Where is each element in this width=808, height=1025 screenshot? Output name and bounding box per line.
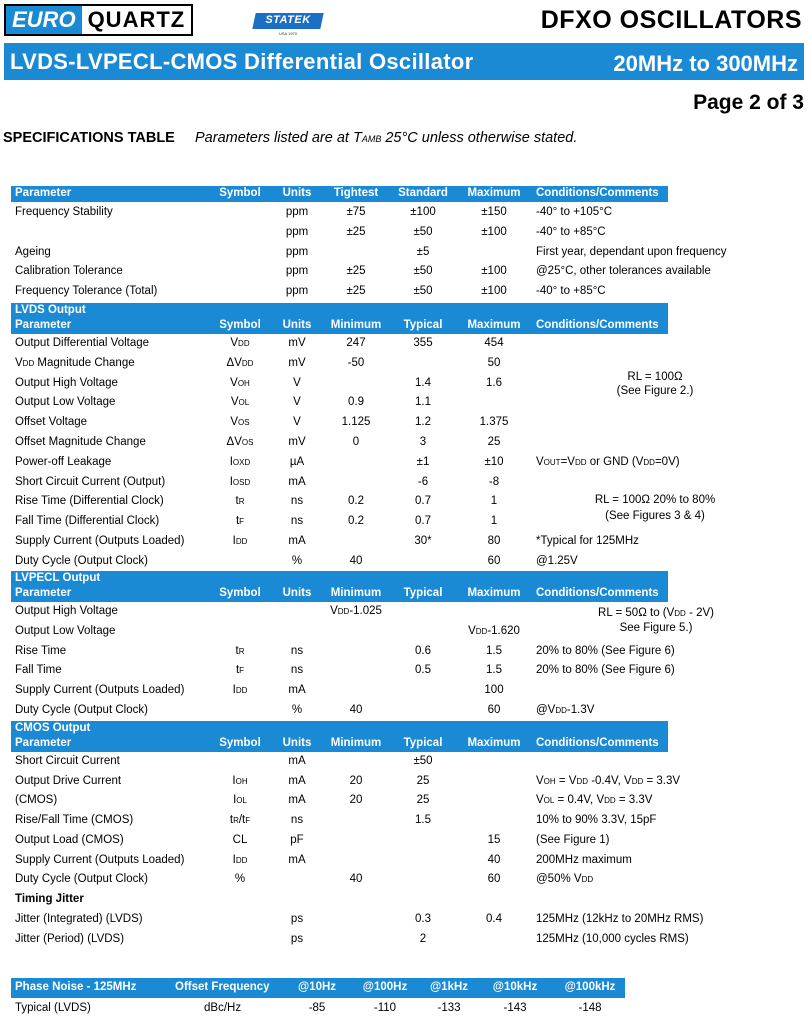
- table-cell: V: [293, 376, 301, 389]
- table-cell: Frequency Tolerance (Total): [15, 285, 158, 298]
- table-cell: %: [234, 873, 246, 886]
- table-cell: 0.5: [415, 664, 431, 677]
- table-cell: 25: [416, 774, 430, 787]
- column-header: Parameter: [15, 587, 72, 599]
- table-cell: mA: [288, 475, 306, 488]
- table-cell: 40: [349, 554, 363, 567]
- statek-logo: [254, 9, 322, 37]
- table-cell: 20% to 80% (See Figure 6): [536, 664, 675, 677]
- table-cell: 1.5: [486, 644, 502, 657]
- table-cell: VDD-1.620: [468, 624, 520, 637]
- table-cell: ±5: [416, 245, 430, 258]
- table-cell: 1.4: [415, 376, 431, 389]
- table-cell: µA: [289, 455, 305, 468]
- table-cell: Rise Time (Differential Clock): [15, 495, 164, 508]
- table-cell: -110: [373, 1002, 397, 1014]
- column-header: Parameter: [15, 737, 72, 749]
- table-cell: IOH: [232, 774, 248, 787]
- column-header: @100Hz: [362, 981, 408, 993]
- table-cell: 20: [349, 794, 363, 807]
- table-cell: Supply Current (Outputs Loaded): [15, 535, 185, 547]
- table-cell: 20: [349, 774, 363, 787]
- table-cell: 0.4: [486, 913, 502, 925]
- table-cell: VOL: [230, 396, 250, 409]
- column-header: Conditions/Comments: [536, 737, 659, 749]
- table-cell: Supply Current (Outputs Loaded): [15, 853, 185, 866]
- table-cell: V: [293, 416, 301, 429]
- table-cell: 0.3: [415, 913, 431, 925]
- table-cell: 60: [487, 704, 501, 716]
- table-cell: IDD: [232, 535, 248, 547]
- table-cell: mA: [288, 853, 306, 866]
- spec-note: Parameters listed are at TAMB 25°C unless otherwise stated.: [195, 130, 578, 146]
- statek-text: STATEK: [265, 14, 311, 26]
- column-header: Units: [282, 319, 312, 331]
- column-header: Maximum: [467, 737, 521, 749]
- table-cell: tR: [235, 495, 245, 508]
- table-cell: 40: [349, 704, 363, 716]
- column-header: Parameter: [15, 319, 72, 331]
- table-cell: 3: [419, 436, 427, 448]
- lvds-note: (See Figures 3 & 4): [605, 510, 705, 522]
- table-cell: VOH = VDD -0.4V, VDD = 3.3V: [536, 774, 681, 787]
- table-cell: 1.5: [415, 814, 431, 827]
- title-banner: [4, 43, 804, 80]
- table-cell: 0.9: [348, 396, 364, 409]
- table-cell: 0.6: [415, 644, 431, 657]
- doc-type: DFXO OSCILLATORS: [540, 6, 802, 34]
- table-cell: 40: [487, 853, 501, 866]
- table-cell: -50: [347, 356, 365, 369]
- table-cell: ΔVDD: [226, 356, 254, 369]
- column-header: Standard: [398, 187, 448, 199]
- table-cell: Fall Time (Differential Clock): [15, 515, 160, 528]
- table-cell: Typical (LVDS): [15, 1002, 91, 1014]
- euroquartz-logo: [4, 4, 193, 36]
- table-cell: Power-off Leakage: [15, 455, 112, 468]
- table-cell: ppm: [285, 285, 309, 298]
- table-cell: ±50: [413, 225, 433, 238]
- table-cell: First year, dependant upon frequency: [536, 245, 727, 258]
- column-header: Units: [282, 587, 312, 599]
- table-cell: VOS: [230, 416, 250, 429]
- column-header: Conditions/Comments: [536, 187, 659, 199]
- table-cell: CL: [232, 833, 248, 846]
- table-cell: -8: [488, 475, 500, 488]
- column-header: Typical: [403, 587, 443, 599]
- table-cell: Short Circuit Current (Output): [15, 475, 166, 488]
- table-cell: Supply Current (Outputs Loaded): [15, 684, 185, 697]
- table-cell: Duty Cycle (Output Clock): [15, 873, 148, 886]
- table-cell: Frequency Stability: [15, 206, 113, 218]
- table-cell: 200MHz maximum: [536, 853, 632, 866]
- table-cell: ns: [290, 644, 304, 657]
- table-cell: tF: [235, 664, 245, 677]
- section-title: LVDS Output: [15, 304, 86, 316]
- table-cell: 15: [487, 833, 501, 846]
- table-cell: 0.2: [348, 495, 364, 508]
- column-header: @1kHz: [429, 981, 469, 993]
- table-cell: mA: [288, 755, 306, 767]
- page-number: Page 2 of 3: [693, 91, 804, 114]
- table-cell: 0.7: [415, 495, 431, 508]
- table-cell: Output Low Voltage: [15, 396, 116, 409]
- table-cell: IOL: [233, 794, 247, 807]
- table-cell: 20% to 80% (See Figure 6): [536, 644, 675, 657]
- column-header: Conditions/Comments: [536, 319, 659, 331]
- table-cell: (See Figure 1): [536, 833, 610, 846]
- table-cell: 30*: [414, 535, 432, 547]
- table-cell: 60: [487, 554, 501, 567]
- table-cell: 0: [352, 436, 360, 448]
- table-cell: -40° to +105°C: [536, 206, 613, 218]
- table-cell: ±25: [346, 265, 366, 278]
- table-cell: IDD: [232, 684, 248, 697]
- table-cell: -40° to +85°C: [536, 285, 606, 298]
- column-header: Offset Frequency: [175, 981, 270, 993]
- table-cell: 50: [487, 356, 501, 369]
- table-cell: ±150: [481, 206, 507, 218]
- table-cell: ΔVOS: [226, 436, 254, 448]
- table-cell: *Typical for 125MHz: [536, 535, 639, 547]
- table-cell: mV: [288, 436, 306, 448]
- table-cell: @VDD-1.3V: [536, 704, 595, 716]
- table-cell: 125MHz (12kHz to 20MHz RMS): [536, 913, 704, 925]
- table-cell: mA: [288, 684, 306, 697]
- table-cell: Calibration Tolerance: [15, 265, 123, 278]
- table-cell: 355: [413, 337, 433, 349]
- table-cell: -148: [578, 1002, 602, 1014]
- table-cell: mV: [288, 337, 306, 349]
- table-cell: VDD-1.025: [330, 605, 382, 617]
- column-header: @100kHz: [564, 981, 616, 993]
- table-cell: Jitter (Period) (LVDS): [15, 933, 125, 945]
- table-cell: 2: [419, 933, 427, 945]
- table-cell: @25°C, other tolerances available: [536, 265, 711, 278]
- section-title: CMOS Output: [15, 722, 91, 734]
- table-cell: ±25: [346, 225, 366, 238]
- table-cell: Output High Voltage: [15, 605, 118, 617]
- table-cell: ±50: [413, 265, 433, 278]
- table-cell: ±25: [346, 285, 366, 298]
- section-title: LVPECL Output: [15, 572, 101, 584]
- table-cell: Output Differential Voltage: [15, 337, 150, 349]
- column-header: Minimum: [330, 737, 382, 749]
- table-cell: IOXD: [229, 455, 251, 468]
- table-cell: 1.375: [479, 416, 509, 429]
- table-cell: Ageing: [15, 245, 51, 258]
- table-cell: 1.6: [486, 376, 502, 389]
- table-cell: tF: [235, 515, 245, 528]
- table-cell: 1.5: [486, 664, 502, 677]
- table-cell: 10% to 90% 3.3V, 15pF: [536, 814, 657, 827]
- table-cell: VDD: [230, 337, 250, 349]
- table-cell: VOH: [230, 376, 250, 389]
- column-header: Units: [282, 187, 312, 199]
- table-cell: ppm: [285, 206, 309, 218]
- table-cell: ppm: [285, 225, 309, 238]
- table-cell: Duty Cycle (Output Clock): [15, 704, 148, 716]
- table-cell: Offset Voltage: [15, 416, 88, 429]
- table-cell: pF: [290, 833, 304, 846]
- product-title: LVDS-LVPECL-CMOS Differential Oscillator: [10, 49, 474, 74]
- table-cell: ps: [290, 913, 304, 925]
- table-cell: 1: [490, 515, 498, 528]
- lvds-note: RL = 100Ω: [627, 371, 683, 383]
- column-header: Conditions/Comments: [536, 587, 659, 599]
- table-cell: ±100: [410, 206, 436, 218]
- table-cell: @50% VDD: [536, 873, 594, 886]
- table-cell: ±50: [413, 755, 433, 767]
- column-header: Symbol: [219, 587, 261, 599]
- table-cell: Rise Time: [15, 644, 67, 657]
- column-header: Maximum: [467, 587, 521, 599]
- column-header: Parameter: [15, 187, 72, 199]
- table-cell: ±100: [481, 265, 507, 278]
- table-cell: ppm: [285, 265, 309, 278]
- table-cell: ns: [290, 814, 304, 827]
- logo-quartz: QUARTZ: [82, 6, 192, 34]
- lvds-note: (See Figure 2.): [616, 385, 694, 397]
- column-header: Typical: [403, 737, 443, 749]
- table-cell: 40: [349, 873, 363, 886]
- table-cell: Output High Voltage: [15, 376, 118, 389]
- table-cell: Fall Time: [15, 664, 62, 677]
- table-cell: Short Circuit Current: [15, 755, 120, 767]
- table-cell: 60: [487, 873, 501, 886]
- table-cell: IDD: [232, 853, 248, 866]
- table-cell: VOUT=VDD or GND (VDD=0V): [536, 455, 680, 468]
- table-cell: Jitter (Integrated) (LVDS): [15, 913, 143, 925]
- column-header: @10Hz: [297, 981, 337, 993]
- table-cell: VDD Magnitude Change: [15, 356, 135, 369]
- logo-euro: EURO: [6, 6, 82, 34]
- jitter-title: Timing Jitter: [15, 893, 84, 905]
- column-header: Maximum: [467, 187, 521, 199]
- table-cell: -85: [308, 1002, 326, 1014]
- table-cell: mA: [288, 535, 306, 547]
- table-cell: -143: [503, 1002, 527, 1014]
- table-cell: tR: [235, 644, 245, 657]
- table-cell: @1.25V: [536, 554, 578, 567]
- table-cell: 454: [484, 337, 504, 349]
- table-cell: tR/tF: [229, 814, 251, 827]
- table-cell: 100: [484, 684, 504, 697]
- column-header: Minimum: [330, 587, 382, 599]
- table-cell: ns: [290, 495, 304, 508]
- table-cell: mA: [288, 794, 306, 807]
- table-cell: ppm: [285, 245, 309, 258]
- lvds-note: RL = 100Ω 20% to 80%: [594, 494, 716, 506]
- table-cell: Offset Magnitude Change: [15, 436, 146, 448]
- column-header: Units: [282, 737, 312, 749]
- statek-sub: USA 1970: [278, 31, 297, 36]
- column-header: Symbol: [219, 737, 261, 749]
- table-cell: Duty Cycle (Output Clock): [15, 554, 148, 567]
- lvpecl-note: See Figure 5.): [619, 622, 693, 634]
- table-cell: ±50: [413, 285, 433, 298]
- table-cell: mA: [288, 774, 306, 787]
- table-cell: Output Low Voltage: [15, 624, 116, 637]
- table-cell: ±100: [481, 285, 507, 298]
- table-cell: -133: [437, 1002, 461, 1014]
- spec-title: SPECIFICATIONS TABLE: [3, 130, 175, 146]
- table-cell: -6: [417, 475, 429, 488]
- table-cell: V: [293, 396, 301, 409]
- table-cell: ±75: [346, 206, 366, 218]
- column-header: Typical: [403, 319, 443, 331]
- table-cell: 0.2: [348, 515, 364, 528]
- table-cell: 125MHz (10,000 cycles RMS): [536, 933, 689, 945]
- column-header: Phase Noise - 125MHz: [15, 981, 137, 993]
- lvpecl-note: RL = 50Ω to (VDD - 2V): [598, 607, 714, 619]
- table-cell: ns: [290, 515, 304, 528]
- table-cell: Rise/Fall Time (CMOS): [15, 814, 134, 827]
- table-cell: VOL = 0.4V, VDD = 3.3V: [536, 794, 653, 807]
- table-cell: 1: [490, 495, 498, 508]
- table-cell: 25: [416, 794, 430, 807]
- table-cell: -40° to +85°C: [536, 225, 606, 238]
- table-cell: IOSD: [229, 475, 251, 488]
- table-cell: Output Load (CMOS): [15, 833, 124, 846]
- table-cell: dBc/Hz: [204, 1002, 242, 1014]
- table-cell: ps: [290, 933, 304, 945]
- table-cell: 1.2: [415, 416, 431, 429]
- column-header: @10kHz: [492, 981, 538, 993]
- table-cell: 247: [346, 337, 366, 349]
- table-cell: (CMOS): [15, 794, 58, 807]
- table-cell: ±1: [416, 455, 430, 468]
- column-header: Minimum: [330, 319, 382, 331]
- table-cell: ±100: [481, 225, 507, 238]
- column-header: Symbol: [219, 319, 261, 331]
- column-header: Symbol: [219, 187, 261, 199]
- freq-range: 20MHz to 300MHz: [613, 51, 798, 76]
- table-cell: 1.125: [341, 416, 371, 429]
- column-header: Maximum: [467, 319, 521, 331]
- table-cell: Output Drive Current: [15, 774, 122, 787]
- table-cell: mV: [288, 356, 306, 369]
- table-cell: ±10: [484, 455, 504, 468]
- table-cell: ns: [290, 664, 304, 677]
- table-cell: %: [291, 704, 303, 716]
- table-cell: 80: [487, 535, 501, 547]
- table-cell: 1.1: [415, 396, 431, 409]
- column-header: Tightest: [333, 187, 379, 199]
- table-cell: %: [291, 554, 303, 567]
- table-cell: 25: [487, 436, 501, 448]
- table-cell: 0.7: [415, 515, 431, 528]
